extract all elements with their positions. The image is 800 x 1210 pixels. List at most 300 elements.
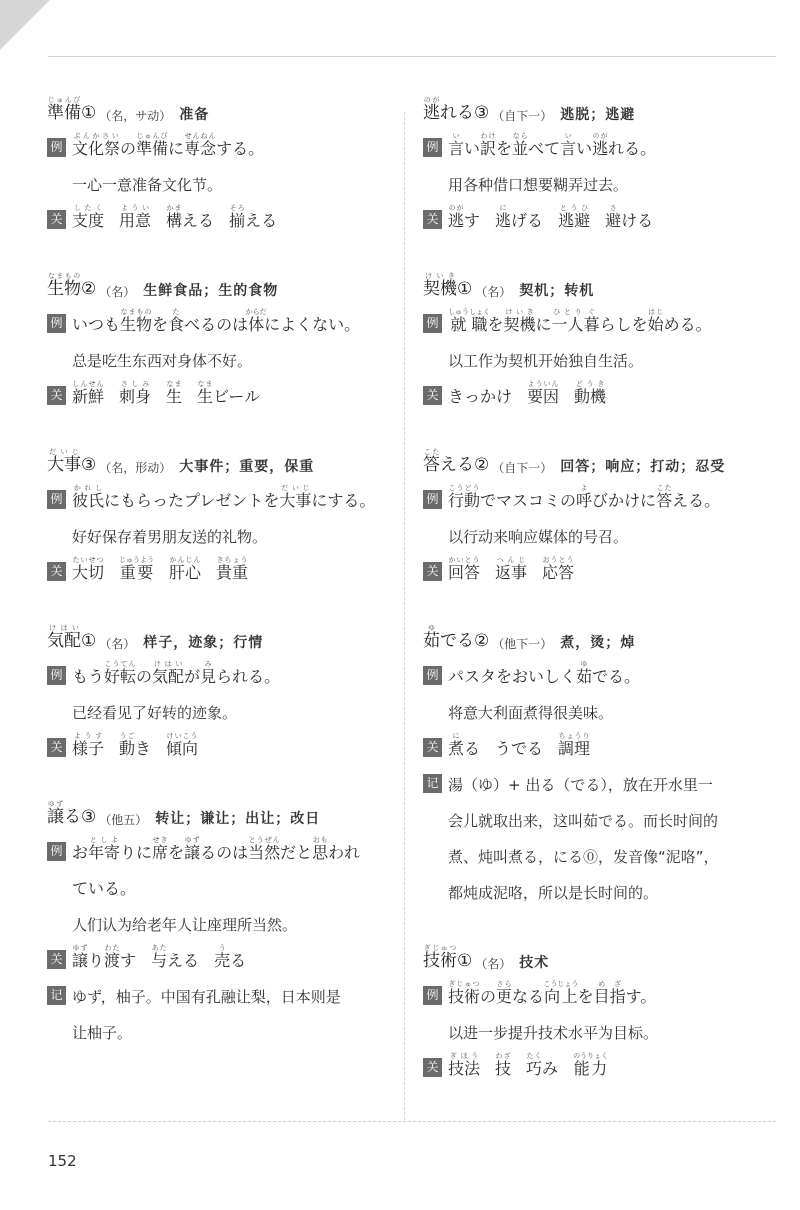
translation: 以进一步提升技术水平为目标。	[448, 1023, 659, 1042]
meaning: 技术	[519, 955, 550, 971]
entry-headword-line	[47, 448, 397, 474]
meaning: 生鲜食品；生的食物	[143, 283, 279, 299]
furigana: のが	[423, 96, 440, 104]
furigana: さ	[605, 203, 622, 212]
related-word	[119, 380, 151, 406]
related-badge: 关	[47, 562, 66, 581]
part-of-speech: （名）	[99, 637, 136, 651]
furigana: けいき	[423, 272, 457, 280]
furigana: のが	[448, 203, 465, 212]
ruby-word: 応答おうとう	[542, 555, 575, 582]
related-word	[72, 556, 104, 582]
ruby-word: 生なま	[166, 379, 183, 406]
furigana: い	[560, 131, 577, 140]
ruby-word: 体からだ	[245, 307, 267, 334]
example-badge: 例	[423, 986, 442, 1005]
meaning: 煮，烫；焯	[560, 635, 636, 651]
related-word: 与あたえる	[151, 943, 200, 970]
related-word: 譲ゆずり渡わたす	[72, 943, 137, 970]
example-sentence	[423, 122, 773, 158]
part-of-speech: （自下一）	[492, 461, 553, 475]
note-badge: 记	[423, 774, 442, 793]
ruby-word: 煮に	[448, 731, 465, 758]
ruby-word: 傾向けいこう	[166, 731, 199, 758]
ruby-word: 生物なまもの	[47, 272, 81, 299]
ruby-word: 並なら	[512, 131, 529, 158]
related-word: 逃のがす	[448, 203, 481, 230]
meaning: 转让；谦让；出让；改日	[155, 811, 321, 827]
ruby-word: 生なま	[197, 379, 214, 406]
related-word	[119, 204, 151, 230]
vocab-entry	[423, 272, 773, 406]
related-word: 避さける	[605, 203, 654, 230]
furigana: としよ	[88, 835, 121, 844]
headword: 準備じゅんび①	[47, 96, 97, 123]
headword: 譲ゆずる③	[47, 800, 97, 827]
furigana: なま	[197, 379, 214, 388]
ruby-word: 逃のが	[592, 131, 609, 158]
memory-note	[423, 758, 773, 794]
ruby-word: 訳わけ	[480, 131, 497, 158]
ruby-word: 動機どうき	[574, 379, 607, 406]
furigana: わざ	[495, 1051, 512, 1060]
furigana: た	[168, 307, 185, 316]
related-badge: 关	[423, 738, 442, 757]
ruby-word: 動うご	[119, 731, 136, 758]
ruby-word: 大事だいじ	[47, 448, 81, 475]
vocab-entry	[47, 272, 397, 406]
top-rule	[48, 56, 776, 57]
vocab-entry	[423, 944, 773, 1078]
ruby-word: 技術ぎじゅつ	[448, 979, 481, 1006]
ruby-word: 答こた	[656, 483, 673, 510]
vocab-entry	[47, 800, 397, 1042]
furigana: けいき	[503, 307, 536, 316]
furigana: なま	[166, 379, 183, 388]
ruby-word: 気配けはい	[152, 659, 185, 686]
related-word	[574, 380, 606, 406]
ruby-word: 譲ゆず	[47, 800, 64, 827]
ruby-word: 好転こうてん	[104, 659, 137, 686]
furigana: ゆ	[576, 659, 593, 668]
memory-note	[47, 1006, 397, 1042]
furigana: たいせつ	[72, 555, 105, 564]
ruby-word: 行動こうどう	[448, 483, 481, 510]
furigana: けいこう	[166, 731, 199, 740]
translation: 总是吃生东西对身体不好。	[72, 351, 253, 370]
headword: 答こたえる②	[423, 448, 490, 475]
column-divider	[404, 112, 405, 1120]
related-word	[542, 556, 574, 582]
furigana: こた	[656, 483, 673, 492]
ruby-word: 年寄としよ	[88, 835, 121, 862]
furigana: い	[448, 131, 464, 140]
ruby-word: 食た	[168, 307, 185, 334]
ruby-word: 契機けいき	[503, 307, 536, 334]
ruby-word: 始はじ	[647, 307, 664, 334]
part-of-speech: （名）	[99, 285, 136, 299]
vocab-entry	[423, 448, 773, 582]
related-badge: 关	[423, 1058, 442, 1077]
related-words	[47, 722, 397, 758]
part-of-speech: （名）	[475, 285, 512, 299]
related-words	[423, 370, 773, 406]
memory-note	[47, 970, 397, 1006]
meaning: 回答；响应；打动；忍受	[560, 459, 726, 475]
example-sentence	[423, 650, 773, 686]
left-column	[47, 96, 397, 1084]
example-sentence	[47, 122, 397, 158]
entry-headword-line	[423, 96, 773, 122]
related-words	[47, 194, 397, 230]
memory-note	[423, 866, 773, 902]
note-text: 煮、炖叫煮る，にる⓪，发音像“泥咯”，	[448, 847, 719, 866]
related-word	[166, 380, 182, 406]
related-word: 煮にる	[448, 731, 481, 758]
entry-headword-line	[47, 272, 397, 298]
translation: 将意大利面煮得很美味。	[448, 703, 614, 722]
translation: 好好保存着男朋友送的礼物。	[72, 527, 268, 546]
ruby-word: 肝心かんじん	[169, 555, 202, 582]
example-sentence	[47, 474, 397, 510]
ruby-word: 様子ようす	[72, 731, 105, 758]
part-of-speech: （他下一）	[492, 637, 553, 651]
vocab-entry	[423, 624, 773, 902]
example-text: お年寄としよりに席せきを譲ゆずるのは当然とうぜんだと思おもわれ	[72, 835, 361, 862]
furigana: かんじん	[169, 555, 202, 564]
related-word	[216, 556, 248, 582]
vocab-entry	[423, 96, 773, 230]
related-words	[47, 546, 397, 582]
part-of-speech: （名，サ动）	[99, 109, 172, 123]
example-text: いつも生物なまものを食たべるのは体からだによくない。	[72, 307, 361, 334]
related-word	[72, 204, 104, 230]
furigana: とうひ	[558, 203, 591, 212]
ruby-word: 気配けはい	[47, 624, 81, 651]
headword: 契機けいき①	[423, 272, 473, 299]
example-badge: 例	[47, 138, 66, 157]
ruby-word: 逃のが	[423, 96, 440, 123]
furigana: なまもの	[120, 307, 153, 316]
ruby-word: 重要じゅうよう	[119, 555, 155, 582]
page-number: 152	[48, 1152, 77, 1170]
note-text: 都炖成泥咯，所以是长时间的。	[448, 883, 659, 902]
ruby-word: 回答かいとう	[448, 555, 481, 582]
furigana: わけ	[480, 131, 497, 140]
furigana: こうどう	[448, 483, 481, 492]
furigana: ぐ	[583, 307, 600, 316]
furigana: ぎじゅつ	[448, 979, 481, 988]
example-badge: 例	[47, 842, 66, 861]
furigana: こうてん	[104, 659, 137, 668]
bottom-rule	[48, 1121, 776, 1122]
furigana: しんせん	[72, 379, 105, 388]
related-badge: 关	[423, 210, 442, 229]
related-word: 巧たくみ	[526, 1051, 559, 1078]
entry-headword-line	[423, 624, 773, 650]
example-text: 就職しゅうしょくを契機けいきに一人ひとり暮ぐらしを始はじめる。	[448, 307, 712, 334]
ruby-word: 茹ゆ	[423, 624, 440, 651]
ruby-word: 準備じゅんび	[136, 131, 169, 158]
ruby-word: 譲ゆず	[72, 943, 89, 970]
ruby-word: 能力のうりょく	[573, 1051, 609, 1078]
related-word: 売うる	[214, 943, 247, 970]
furigana: ようす	[72, 731, 104, 740]
ruby-word: 新鮮しんせん	[72, 379, 105, 406]
furigana: うご	[119, 731, 136, 740]
ruby-word: 就職しゅうしょく	[448, 307, 490, 334]
ruby-word: 要因よういん	[527, 379, 560, 406]
furigana: こうじょう	[543, 979, 579, 988]
furigana: のが	[592, 131, 609, 140]
ruby-word: 更さら	[496, 979, 513, 1006]
related-word	[495, 556, 527, 582]
related-word: 逃にげる	[495, 203, 544, 230]
furigana: けはい	[152, 659, 185, 668]
headword: 気配けはい①	[47, 624, 97, 651]
related-word	[558, 732, 590, 758]
example-badge: 例	[423, 314, 442, 333]
related-words	[423, 546, 773, 582]
furigana: ぶんかさい	[72, 131, 121, 140]
related-words	[47, 934, 397, 970]
related-words	[423, 194, 773, 230]
furigana: よ	[576, 483, 593, 492]
example-sentence	[423, 970, 773, 1006]
furigana: したく	[72, 203, 104, 212]
ruby-word: 一人ひとり	[551, 307, 584, 334]
related-word: 構かまえる	[166, 203, 215, 230]
related-words	[47, 370, 397, 406]
furigana: う	[214, 943, 231, 952]
entry-headword-line	[47, 800, 397, 826]
ruby-word: 文化祭ぶんかさい	[72, 131, 121, 158]
related-badge: 关	[47, 738, 66, 757]
meaning: 准备	[179, 107, 210, 123]
furigana: かいとう	[448, 555, 481, 564]
ruby-word: 避さ	[605, 203, 622, 230]
entry-headword-line	[47, 96, 397, 122]
furigana: さら	[496, 979, 513, 988]
ruby-word: 貴重きちょう	[216, 555, 249, 582]
ruby-word: 専念せんねん	[184, 131, 217, 158]
ruby-word: 技術ぎじゅつ	[423, 944, 457, 971]
part-of-speech: （自下一）	[492, 109, 553, 123]
ruby-word: 技わざ	[495, 1051, 512, 1078]
furigana: ぎほう	[448, 1051, 480, 1060]
ruby-word: 答こた	[423, 448, 440, 475]
related-badge: 关	[423, 386, 442, 405]
ruby-word: 呼よ	[576, 483, 593, 510]
related-word	[448, 1052, 480, 1078]
example-text: もう好転こうてんの気配けはいが見みられる。	[72, 659, 281, 686]
furigana: なら	[512, 131, 529, 140]
ruby-word: 用意ようい	[119, 203, 152, 230]
example-text: パスタをおいしく茹ゆでる。	[448, 659, 641, 686]
related-word	[448, 556, 480, 582]
vocab-entry	[47, 624, 397, 758]
furigana: だいじ	[279, 483, 312, 492]
memory-note	[423, 794, 773, 830]
example-badge: 例	[423, 490, 442, 509]
furigana: わた	[104, 943, 121, 952]
furigana: せき	[152, 835, 169, 844]
headword: 生物なまもの②	[47, 272, 97, 299]
furigana: おも	[312, 835, 329, 844]
ruby-word: 思おも	[312, 835, 329, 862]
furigana: じゅんび	[47, 96, 81, 104]
ruby-word: 売う	[214, 943, 231, 970]
ruby-word: 構かま	[166, 203, 183, 230]
related-word: 生なまビール	[197, 379, 261, 406]
furigana: ようい	[119, 203, 152, 212]
furigana: とうぜん	[248, 835, 281, 844]
note-text: 让柚子。	[72, 1023, 133, 1042]
ruby-word: 譲ゆず	[184, 835, 201, 862]
related-word	[527, 380, 559, 406]
ruby-word: 大切たいせつ	[72, 555, 105, 582]
ruby-word: 目指めざ	[593, 979, 626, 1006]
example-sentence-cont: ている。	[72, 878, 137, 898]
note-badge: 记	[47, 986, 66, 1005]
example-badge: 例	[47, 490, 66, 509]
related-word	[495, 1052, 511, 1078]
vocab-entry	[47, 448, 397, 582]
furigana: のうりょく	[573, 1051, 609, 1060]
entry-headword-line	[47, 624, 397, 650]
ruby-word: 逃避とうひ	[558, 203, 591, 230]
related-word	[119, 556, 154, 582]
ruby-word: 渡わた	[104, 943, 121, 970]
furigana: あた	[151, 943, 168, 952]
example-badge: 例	[47, 314, 66, 333]
related-word	[573, 1052, 608, 1078]
memory-note	[423, 830, 773, 866]
ruby-word: 席せき	[152, 835, 169, 862]
furigana: おうとう	[542, 555, 575, 564]
related-badge: 关	[47, 386, 66, 405]
example-text: 行動こうどうでマスコミの呼よびかけに答こたえる。	[448, 483, 721, 510]
ruby-word: 与あた	[151, 943, 168, 970]
furigana: じゅうよう	[119, 555, 155, 564]
translation: 已经看见了好转的迹象。	[72, 703, 238, 722]
furigana: なまもの	[47, 272, 81, 280]
related-badge: 关	[47, 950, 66, 969]
furigana: み	[200, 659, 217, 668]
headword: 大事だいじ③	[47, 448, 97, 475]
furigana: きちょう	[216, 555, 249, 564]
furigana: に	[448, 731, 464, 740]
right-column	[423, 96, 773, 1120]
example-badge: 例	[423, 666, 442, 685]
furigana: ぎじゅつ	[423, 944, 457, 952]
furigana: ゆず	[47, 800, 64, 808]
furigana: そろ	[229, 203, 246, 212]
part-of-speech: （名）	[475, 957, 512, 971]
related-word	[72, 380, 104, 406]
related-word: 動うごき	[119, 731, 152, 758]
vocab-entry	[47, 96, 397, 230]
ruby-word: 向上こうじょう	[543, 979, 579, 1006]
ruby-word: 逃に	[495, 203, 512, 230]
part-of-speech: （他五）	[99, 813, 148, 827]
note-text: 湯（ゆ）+ 出る（でる），放在开水里一	[448, 775, 713, 794]
example-sentence	[47, 298, 397, 334]
ruby-word: 刺身さしみ	[119, 379, 152, 406]
translation: 一心一意准备文化节。	[72, 175, 223, 194]
translation: 以行动来响应媒体的号召。	[448, 527, 629, 546]
meaning: 大事件；重要，保重	[179, 459, 315, 475]
headword: 逃のがれる③	[423, 96, 490, 123]
note-text: 会儿就取出来，这叫茹でる。而长时间的	[448, 811, 719, 830]
furigana: けはい	[47, 624, 81, 632]
ruby-word: 返事へんじ	[495, 555, 528, 582]
furigana: ゆず	[72, 943, 89, 952]
example-text: 彼氏かれしにもらったプレゼントを大事だいじにする。	[72, 483, 376, 510]
ruby-word: 暮ぐ	[583, 307, 600, 334]
furigana: ゆず	[184, 835, 201, 844]
furigana: じゅんび	[136, 131, 169, 140]
ruby-word: 技法ぎほう	[448, 1051, 481, 1078]
example-badge: 例	[423, 138, 442, 157]
headword: 技術ぎじゅつ①	[423, 944, 473, 971]
furigana: ちょうり	[558, 731, 591, 740]
furigana: はじ	[647, 307, 664, 316]
furigana: せんねん	[184, 131, 217, 140]
entry-headword-line	[423, 272, 773, 298]
furigana: ひとり	[551, 307, 584, 316]
furigana: めざ	[593, 979, 626, 988]
ruby-word: 契機けいき	[423, 272, 457, 299]
translation: 用各种借口想要糊弄过去。	[448, 175, 629, 194]
furigana: からだ	[245, 307, 267, 316]
ruby-word: 当然とうぜん	[248, 835, 281, 862]
furigana: だいじ	[47, 448, 81, 456]
example-text: 言いい訳わけを並ならべて言いい逃のがれる。	[448, 131, 657, 158]
ruby-word: 彼氏かれし	[72, 483, 105, 510]
furigana: かれし	[72, 483, 104, 492]
related-word	[558, 204, 590, 230]
furigana: へんじ	[495, 555, 528, 564]
note-text: ゆず，柚子。中国有孔融让梨，日本则是	[72, 987, 341, 1006]
furigana: さしみ	[119, 379, 152, 388]
related-word	[169, 556, 201, 582]
ruby-word: 調理ちょうり	[558, 731, 591, 758]
furigana: に	[495, 203, 512, 212]
related-badge: 关	[423, 562, 442, 581]
related-word: 揃そろえる	[229, 203, 278, 230]
example-sentence	[423, 474, 773, 510]
entry-headword-line	[423, 944, 773, 970]
furigana: たく	[526, 1051, 543, 1060]
related-word: うでる	[495, 738, 544, 758]
ruby-word: 逃のが	[448, 203, 465, 230]
related-word	[72, 732, 104, 758]
ruby-word: 揃そろ	[229, 203, 246, 230]
meaning: 契机；转机	[519, 283, 595, 299]
furigana: よういん	[527, 379, 560, 388]
related-word: きっかけ	[448, 386, 513, 406]
translation: 人们认为给老年人让座理所当然。	[72, 915, 298, 934]
ruby-word: 言い	[448, 131, 465, 158]
furigana: かま	[166, 203, 183, 212]
example-text: 技術ぎじゅつの更さらなる向上こうじょうを目指めざす。	[448, 979, 657, 1006]
furigana: ゆ	[423, 624, 440, 632]
related-words	[423, 1042, 773, 1078]
related-word	[166, 732, 198, 758]
furigana: こた	[423, 448, 440, 456]
ruby-word: 準備じゅんび	[47, 96, 81, 123]
